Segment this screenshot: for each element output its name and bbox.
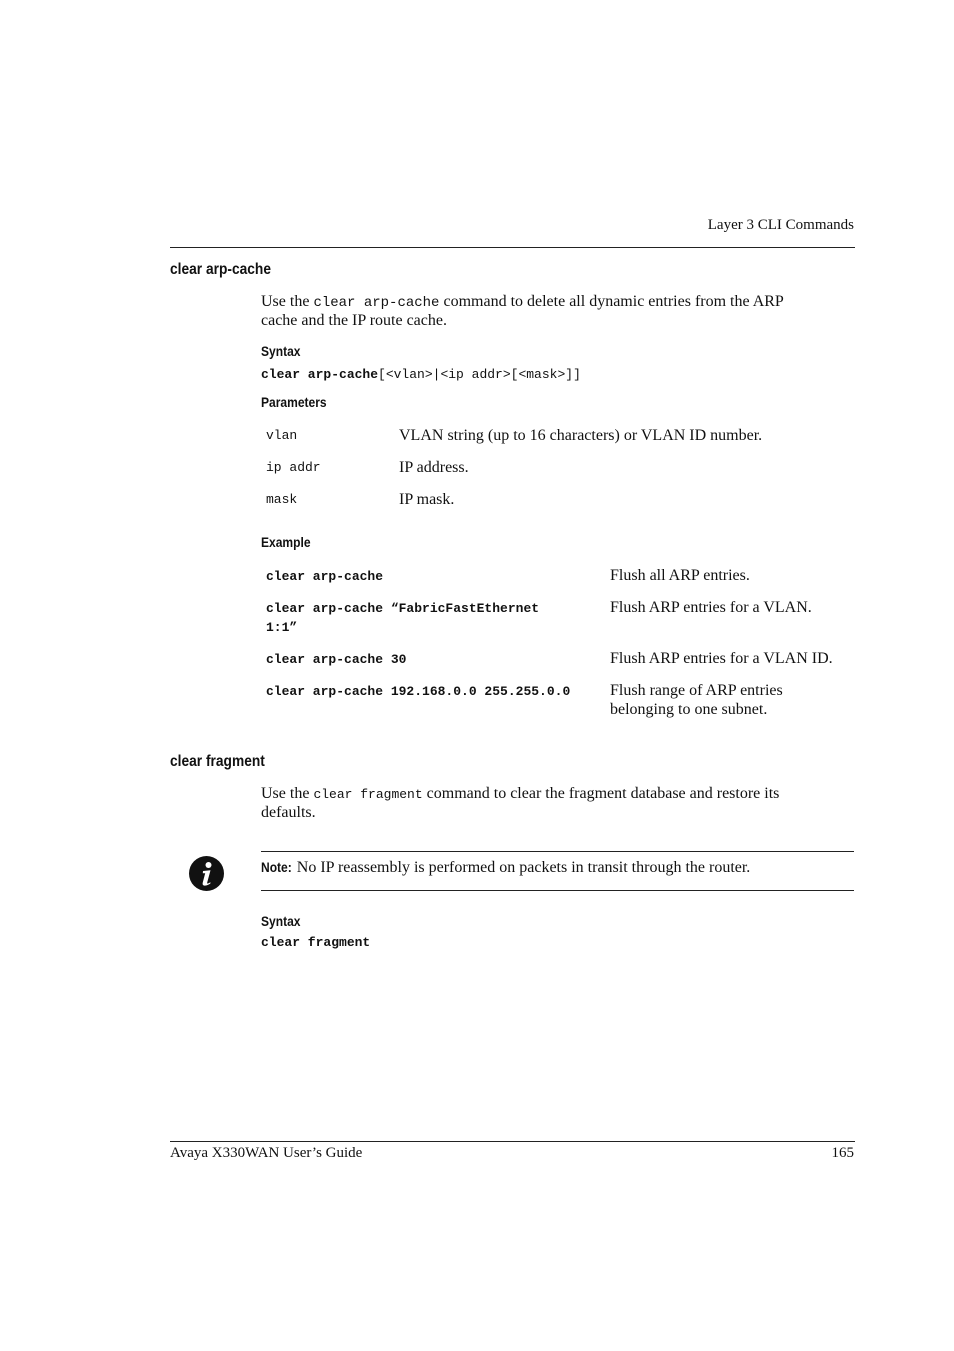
- intro-code: clear fragment: [313, 787, 423, 802]
- section-title-clear-arp-cache: clear arp-cache: [170, 261, 271, 278]
- example-cmd: clear arp-cache 30: [266, 652, 407, 667]
- example-desc: Flush ARP entries for a VLAN ID.: [610, 650, 833, 667]
- example-desc: Flush ARP entries for a VLAN.: [610, 599, 812, 616]
- param-desc: VLAN string (up to 16 characters) or VLAN ID number.: [399, 427, 763, 444]
- section1-intro-line2: cache and the IP route cache.: [261, 312, 447, 329]
- intro-after: command to delete all dynamic entries from the ARP: [443, 293, 784, 310]
- example-cmd: clear arp-cache: [266, 569, 384, 584]
- info-icon: [189, 856, 224, 891]
- running-header: Layer 3 CLI Commands: [707, 217, 854, 233]
- example-desc-line2: belonging to one subnet.: [610, 701, 768, 718]
- note-line: [261, 858, 750, 877]
- footer-rule: [170, 1141, 855, 1142]
- footer-page-number: 165: [831, 1145, 854, 1161]
- example-cmd: clear arp-cache 192.168.0.0 255.255.0.0: [266, 684, 571, 699]
- example-heading: Example: [261, 534, 311, 550]
- parameters-heading: Parameters: [261, 394, 327, 410]
- param-name: vlan: [266, 428, 298, 443]
- param-desc: IP mask.: [399, 491, 455, 508]
- section2-intro: [261, 784, 861, 804]
- intro-before: Use the: [261, 293, 310, 310]
- note-label: Note:: [261, 859, 292, 875]
- intro-code: clear arp-cache: [313, 295, 440, 311]
- footer-book-title: Avaya X330WAN User’s Guide: [170, 1145, 363, 1161]
- intro-after: command to clear the fragment database and restore its: [426, 785, 780, 802]
- intro-before: Use the: [261, 785, 310, 802]
- param-desc: IP address.: [399, 459, 469, 476]
- syntax-line-1: [261, 365, 581, 383]
- syntax-heading-2: Syntax: [261, 913, 301, 929]
- header-rule: [170, 247, 855, 248]
- param-name: ip addr: [266, 460, 321, 475]
- note-top-rule: [261, 851, 854, 852]
- syntax-heading-1: Syntax: [261, 343, 301, 359]
- note-bottom-rule: [261, 890, 854, 891]
- section-title-clear-fragment: clear fragment: [170, 753, 265, 770]
- section2-intro-line2: defaults.: [261, 804, 316, 821]
- section1-intro: [261, 292, 861, 313]
- syntax-cmd: clear arp-cache: [261, 367, 379, 382]
- syntax-line-2: clear fragment: [261, 935, 371, 950]
- example-desc: Flush range of ARP entries: [610, 682, 783, 699]
- param-name: mask: [266, 492, 298, 507]
- example-desc: Flush all ARP entries.: [610, 567, 750, 584]
- syntax-args: [<vlan>|<ip addr>[<mask>]]: [378, 367, 581, 382]
- note-text: No IP reassembly is performed on packets in transit through the router.: [296, 859, 751, 876]
- example-cmd-line2: 1:1”: [266, 620, 298, 635]
- example-cmd: clear arp-cache “FabricFastEthernet: [266, 601, 540, 616]
